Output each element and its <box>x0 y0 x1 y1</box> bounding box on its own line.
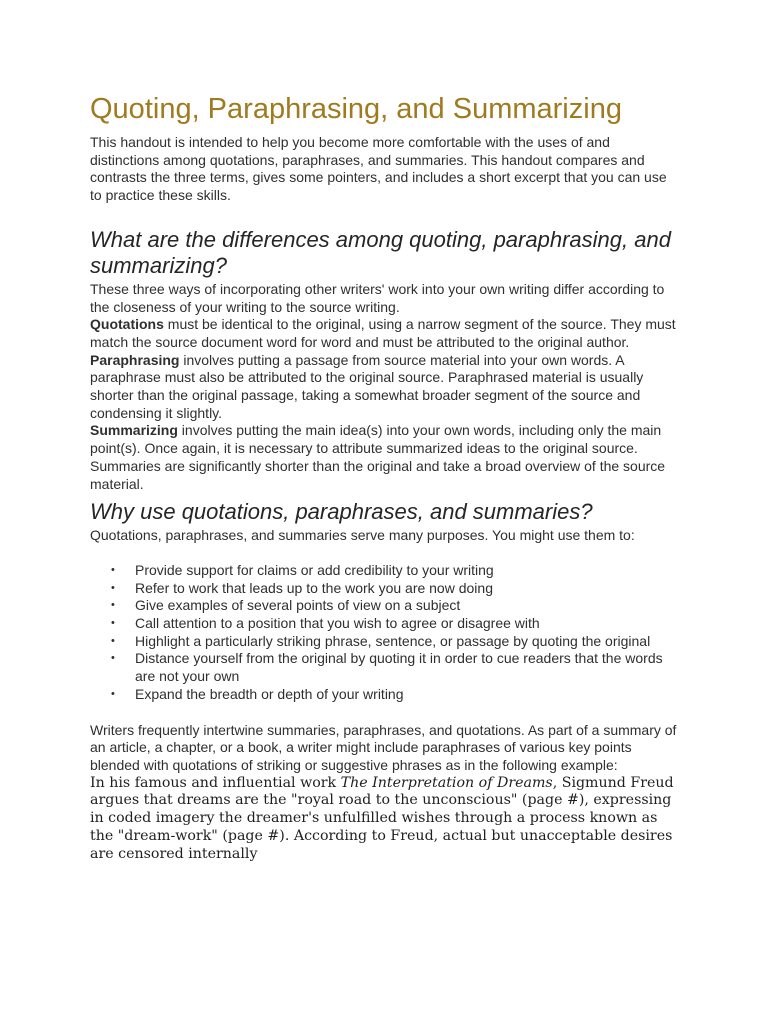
list-item-text: Give examples of several points of view on a subject <box>135 597 461 614</box>
bullet-icon: • <box>111 652 115 665</box>
list-item-text: Highlight a particularly striking phrase, sentence, or passage by quoting the original <box>135 632 651 649</box>
quotations-text: must be identical to the original, using a narrow segment of the source. They must match the source document word for word and must be attributed to the original author. <box>90 316 676 350</box>
list-item <box>111 561 680 580</box>
list-item-text: Refer to work that leads up to the work you are now doing <box>135 579 493 596</box>
bullet-icon: • <box>111 581 115 594</box>
list-item <box>111 632 680 651</box>
differences-lead: These three ways of incorporating other writers' work into your own writing differ according to the closeness of your writing to the source writing. <box>90 280 665 315</box>
quotations-term: Quotations <box>90 316 164 333</box>
example-text-before: In his famous and influential work <box>90 774 341 791</box>
bullet-icon: • <box>111 687 115 700</box>
quotations-definition <box>90 316 680 351</box>
list-item-text: Distance yourself from the original by quoting it in order to cue readers that the words are not your own <box>135 650 663 685</box>
bullet-icon: • <box>111 634 115 647</box>
list-item-text: Call attention to a position that you wish to agree or disagree with <box>135 615 540 632</box>
paraphrasing-text: involves putting a passage from source material into your own words. A paraphrase must also be attributed to the original source. Paraphrased material is usually shorter than the original passage, taking a somewhat broader segment of the source and condensing it slightly. <box>90 351 644 421</box>
page-title: Quoting, Paraphrasing, and Summarizing <box>90 93 622 125</box>
list-item-text: Provide support for claims or add credibility to your writing <box>135 561 494 578</box>
list-item <box>111 685 680 704</box>
bullet-icon: • <box>111 617 115 630</box>
bullet-icon: • <box>111 599 115 612</box>
why-lead: Quotations, paraphrases, and summaries serve many purposes. You might use them to: <box>90 527 635 544</box>
purposes-list <box>90 562 680 704</box>
paraphrasing-term: Paraphrasing <box>90 351 180 368</box>
example-text-after: , Sigmund Freud argues that dreams are the "royal road to the unconscious" (page #), expressing in coded imagery the dreamer's unfulfilled wishes through a process known as the "dream-work" (page #). According to Freud, actual but unacceptable desires are censored internally <box>90 774 674 862</box>
list-item <box>111 650 680 685</box>
list-item <box>111 615 680 633</box>
summarizing-term: Summarizing <box>90 422 178 439</box>
document-page <box>90 92 680 864</box>
example-work-title: The Interpretation of Dreams <box>340 774 553 791</box>
list-item-text: Expand the breadth or depth of your writing <box>135 685 404 702</box>
summarizing-text: involves putting the main idea(s) into your own words, including only the main point(s). Once again, it is necessary to attribute summarized ideas to the original source. Summaries are significantly shorter than the original and take a broad overview of the source material. <box>90 422 666 492</box>
section-heading-why: Why use quotations, paraphrases, and summaries? <box>90 499 593 525</box>
bullet-icon: • <box>111 563 115 576</box>
closing-paragraph: Writers frequently intertwine summaries, paraphrases, and quotations. As part of a summary of an article, a chapter, or a book, a writer might include paraphrases of various key points blended with quotations of striking or suggestive phrases as in the following example: <box>90 721 677 773</box>
list-item <box>111 597 680 615</box>
list-item <box>111 579 680 598</box>
summarizing-definition <box>90 422 680 493</box>
section-heading-differences: What are the differences among quoting, paraphrasing, and summarizing? <box>90 226 671 278</box>
paraphrasing-definition <box>90 352 680 423</box>
intro-paragraph: This handout is intended to help you become more comfortable with the uses of and distinctions among quotations, paraphrases, and summaries. This handout compares and contrasts the three terms, gives some pointers, and includes a short excerpt that you can use to practice these skills. <box>90 134 667 204</box>
example-paragraph <box>90 775 680 864</box>
